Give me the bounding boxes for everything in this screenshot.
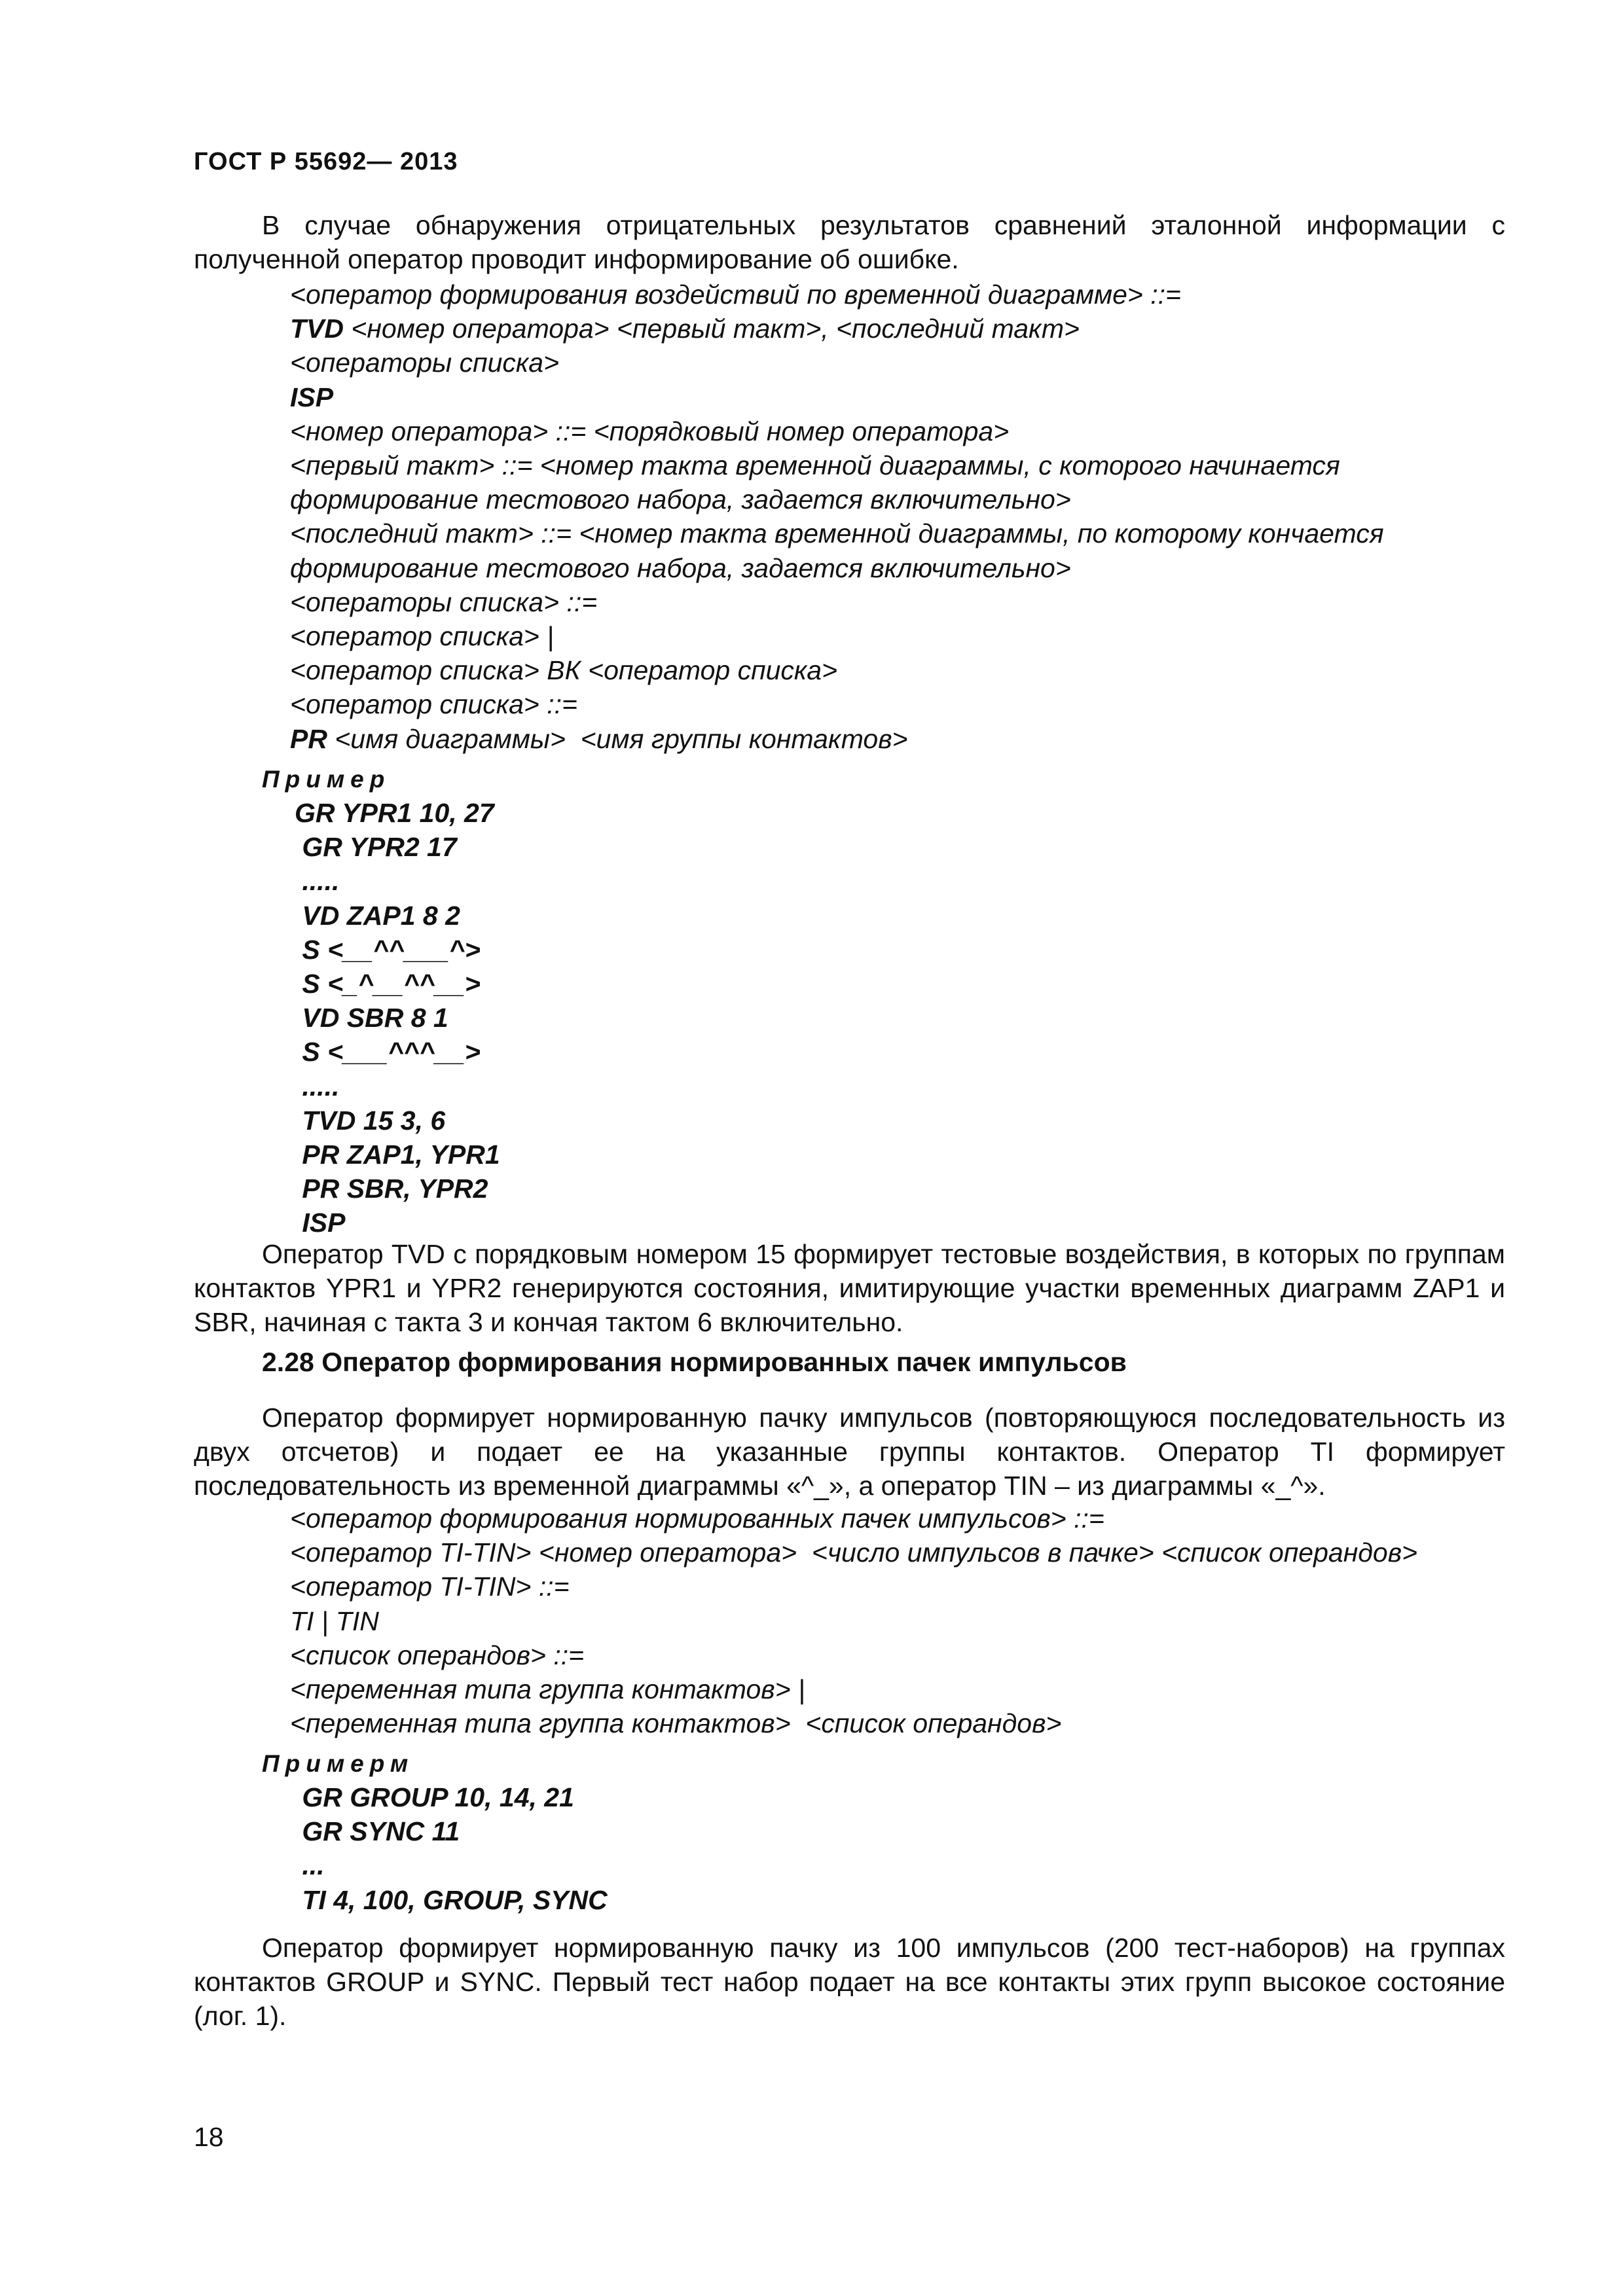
example-code-tvd	[295, 796, 500, 1240]
grammar-line: <переменная типа группа контактов> |	[290, 1674, 805, 1705]
grammar-text: <имя диаграммы> <имя группы контактов>	[327, 723, 908, 754]
code-line: ...	[295, 1850, 325, 1881]
grammar-line: <оператор TI-TIN> <номер оператора> <число импульсов в пачке> <список операндов>	[290, 1537, 1418, 1568]
example-code-ti	[295, 1780, 608, 1917]
grammar-line	[290, 722, 1384, 756]
example-label: Пример	[262, 766, 391, 793]
grammar-text: <номер оператора> <первый такт>, <последний такт>	[344, 314, 1080, 344]
code-line: PR SBR, YPR2	[295, 1174, 488, 1204]
grammar-line	[290, 653, 1384, 687]
code-line: GR GROUP 10, 14, 21	[295, 1782, 574, 1812]
grammar-text: <последний такт> ::= <номер такта временной диаграммы, по которому кончается	[290, 518, 1384, 549]
grammar-line	[290, 482, 1384, 516]
paragraph-ti-tin: Оператор формирует нормированную пачку импульсов (повторяющуюся последовательность из двух отсчетов) и подает ее на указанные группы контактов. Оператор TI формирует последовательность из временной диаграммы «^_», а оператор TIN – из диаграммы «_^».	[194, 1403, 1505, 1501]
document-header: ГОСТ Р 55692— 2013	[194, 148, 458, 175]
grammar-text: <оператор формирования воздействий по временной диаграмме> ::=	[290, 279, 1181, 310]
grammar-line	[290, 448, 1384, 482]
code-line: .....	[295, 1071, 340, 1102]
section-heading: 2.28 Оператор формирования нормированных пачек импульсов	[262, 1347, 1127, 1377]
example-label-2: Примерм	[262, 1750, 414, 1777]
grammar-text: <номер оператора> ::= <порядковый номер оператора>	[290, 416, 1010, 446]
grammar-line: <список операндов> ::=	[290, 1640, 585, 1670]
code-line: .....	[295, 866, 340, 897]
grammar-text: <первый такт> ::= <номер такта временной диаграммы, с которого начинается	[290, 450, 1340, 481]
grammar-text: формирование тестового набора, задается включительно>	[290, 552, 1071, 583]
code-line: VD SBR 8 1	[295, 1003, 448, 1033]
paragraph-error-info: В случае обнаружения отрицательных результатов сравнений эталонной информации с полученной оператор проводит информирование об ошибке.	[194, 210, 1505, 274]
grammar-line	[290, 380, 1384, 414]
grammar-text: <оператор списка> ::=	[290, 689, 577, 720]
grammar-line	[290, 346, 1384, 380]
code-line: GR YPR1 10, 27	[295, 798, 494, 828]
grammar-line	[290, 278, 1384, 312]
code-line: S <_^__^^__>	[295, 969, 481, 999]
code-line: ISP	[295, 1208, 346, 1238]
grammar-line: TI | TIN	[290, 1605, 379, 1636]
grammar-line: <оператор формирования нормированных пачек импульсов> ::=	[290, 1503, 1104, 1534]
grammar-line	[290, 619, 1384, 653]
grammar-line	[290, 585, 1384, 619]
page-number: 18	[194, 2122, 224, 2152]
grammar-text: <операторы списка>	[290, 348, 560, 378]
code-line: GR SYNC 11	[295, 1816, 460, 1847]
grammar-line	[290, 312, 1384, 346]
grammar-keyword: PR	[290, 723, 327, 754]
code-line: VD ZAP1 8 2	[295, 900, 460, 931]
grammar-line: <переменная типа группа контактов> <список операндов>	[290, 1708, 1062, 1739]
code-line: S <__^^___^>	[295, 934, 481, 965]
code-line: S <___^^^__>	[295, 1037, 481, 1067]
grammar-line	[290, 687, 1384, 721]
code-line: PR ZAP1, YPR1	[295, 1139, 500, 1170]
paragraph-ti-explanation: Оператор формирует нормированную пачку из 100 импульсов (200 тест-наборов) на группах контактов GROUP и SYNC. Первый тест набор подает на все контакты этих групп высокое состояние (лог. 1).	[194, 1933, 1505, 2031]
grammar-block-ti-tin	[290, 1501, 1417, 1740]
grammar-line	[290, 551, 1384, 585]
grammar-text: <оператор списка> |	[290, 621, 554, 652]
paragraph-tvd-explanation: Оператор TVD с порядковым номером 15 формирует тестовые воздействия, в которых по группам контактов YPR1 и YPR2 генерируются состояния, имитирующие участки временных диаграмм ZAP1 и SBR, начиная с такта 3 и кончая тактом 6 включительно.	[194, 1239, 1505, 1337]
grammar-text: <операторы списка> ::=	[290, 586, 598, 617]
code-line: GR YPR2 17	[295, 832, 457, 863]
grammar-block-tvd	[290, 278, 1384, 756]
code-line: TVD 15 3, 6	[295, 1105, 446, 1136]
grammar-keyword: TVD	[290, 314, 344, 344]
grammar-line	[290, 414, 1384, 448]
grammar-text: формирование тестового набора, задается включительно>	[290, 484, 1071, 515]
grammar-line	[290, 516, 1384, 550]
code-line: TI 4, 100, GROUP, SYNC	[295, 1884, 608, 1915]
grammar-keyword: ISP	[290, 382, 334, 412]
grammar-line: <оператор TI-TIN> ::=	[290, 1571, 570, 1602]
grammar-text: <оператор списка> ВК <оператор списка>	[290, 655, 838, 686]
